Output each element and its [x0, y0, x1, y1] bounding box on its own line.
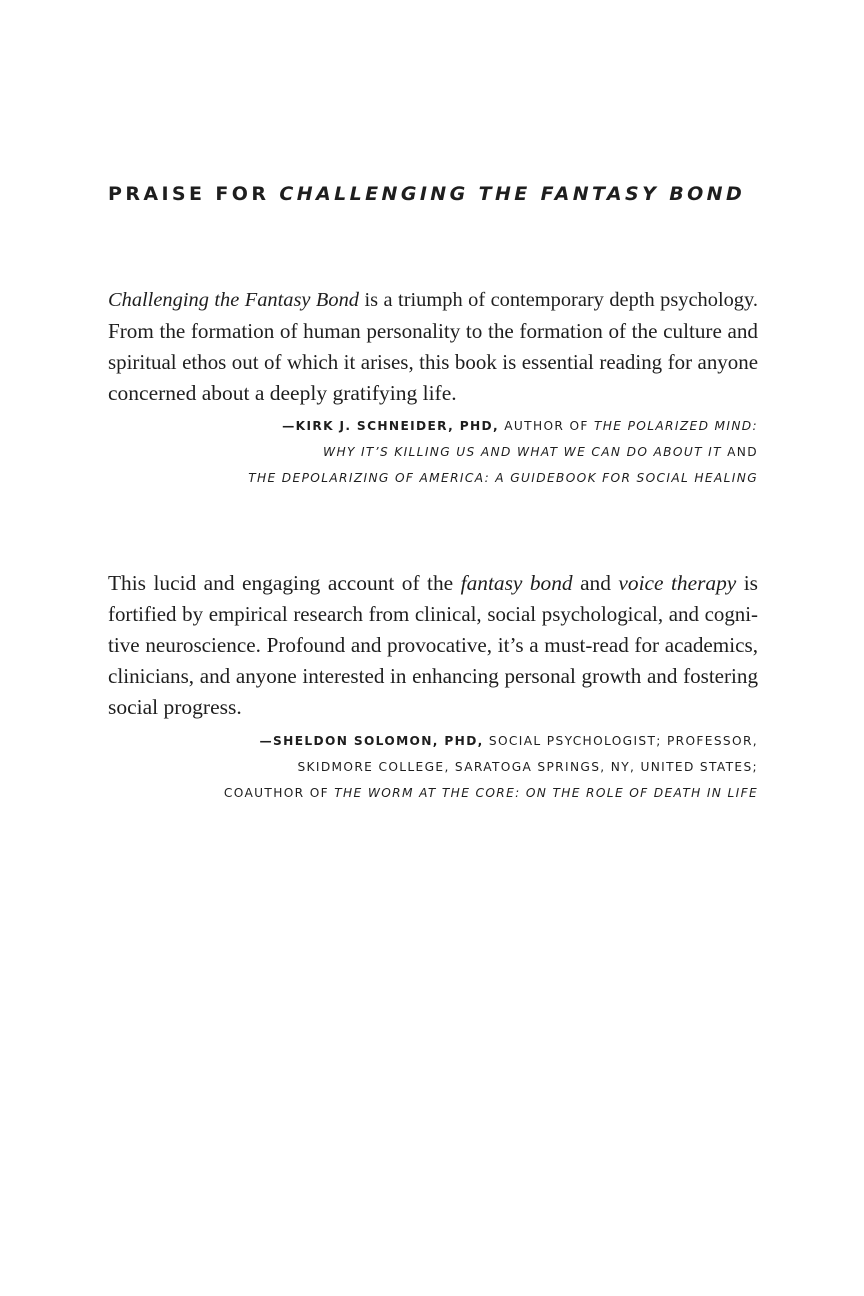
attribution-text: AUTHOR OF	[498, 419, 594, 433]
quote-emphasis: fantasy bond	[460, 571, 573, 595]
quote-text: This lucid and engaging account of the	[108, 571, 461, 595]
attribution-line	[98, 780, 758, 806]
book-title-italic: Challenging the Fantasy Bond	[108, 289, 360, 311]
heading-prefix: PRAISE FOR	[108, 183, 280, 205]
quote-text: is	[736, 571, 758, 595]
praise-quote-2	[108, 568, 758, 723]
quote-text: and	[572, 571, 619, 595]
quote-line: From the formation of human personality to the formation of the culture and	[108, 319, 758, 343]
attribution-book-title: WHY IT’S KILLING US AND WHAT WE CAN DO ABOUT IT	[323, 445, 722, 459]
quote-text: is a triumph of contemporary depth psychology.	[359, 289, 758, 311]
attribution-name: —KIRK J. SCHNEIDER, PHD,	[282, 419, 499, 433]
attribution-book-title: THE DEPOLARIZING OF AMERICA: A GUIDEBOOK FOR SOCIAL HEALING	[248, 471, 758, 485]
heading-book-title: CHALLENGING THE FANTASY BOND	[279, 183, 746, 205]
attribution-text: AND	[721, 445, 758, 459]
attribution-book-title: THE POLARIZED MIND:	[594, 419, 758, 433]
attribution-name: —SHELDON SOLOMON, PHD,	[259, 734, 484, 748]
attribution-line	[98, 465, 758, 491]
quote-line: tive neuroscience. Profound and provocative, it’s a must-read for academics,	[108, 633, 758, 657]
quote-line: fortified by empirical research from clinical, social psychological, and cogni-	[108, 602, 758, 626]
attribution-text: COAUTHOR OF	[223, 786, 335, 800]
praise-heading	[108, 181, 758, 207]
attribution-line	[98, 439, 758, 465]
attribution-line	[98, 728, 758, 754]
attribution-text: SOCIAL PSYCHOLOGIST; PROFESSOR,	[483, 734, 758, 748]
quote-line: concerned about a deeply gratifying life.	[108, 381, 457, 405]
quote-emphasis: voice therapy	[618, 571, 737, 595]
quote-line: social progress.	[108, 695, 242, 719]
attribution-line	[98, 413, 758, 439]
quote-line	[108, 285, 758, 316]
attribution-1	[98, 413, 758, 491]
attribution-book-title: THE WORM AT THE CORE: ON THE ROLE OF DEATH IN LIFE	[334, 786, 758, 800]
quote-line: clinicians, and anyone interested in enhancing personal growth and fostering	[108, 664, 758, 688]
praise-quote-1	[108, 285, 758, 409]
quote-line	[108, 568, 758, 599]
quote-line: spiritual ethos out of which it arises, this book is essential reading for anyone	[108, 350, 758, 374]
attribution-2	[98, 728, 758, 806]
attribution-line: SKIDMORE COLLEGE, SARATOGA SPRINGS, NY, UNITED STATES;	[297, 760, 758, 774]
